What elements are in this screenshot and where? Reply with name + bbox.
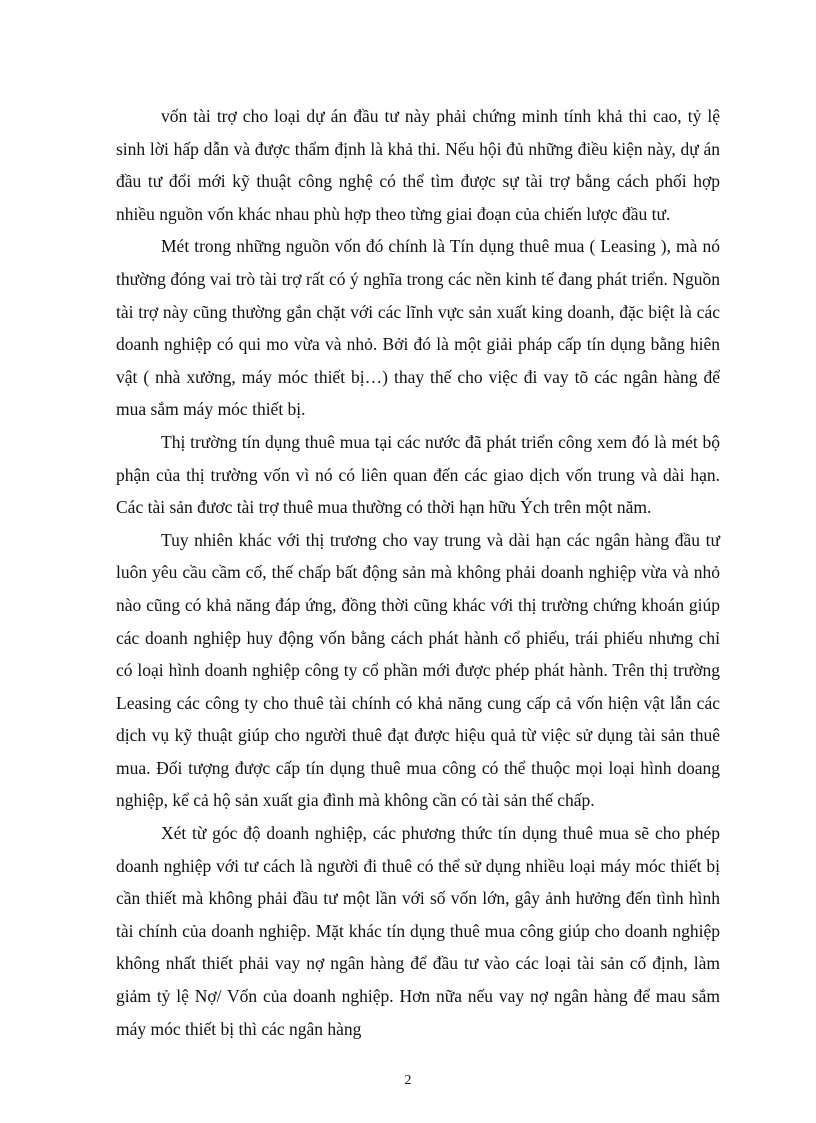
paragraph-3: Thị trường tín dụng thuê mua tại các nước đã phát triển công xem đó là mét bộ phận của thị trường vốn vì nó có liên quan đến các giao dịch vốn trung và dài hạn. Các tài sản đươc tài trợ thuê mua thường có thời hạn hữu Ých trên một năm. [116, 431, 720, 518]
body-text [116, 100, 720, 1045]
paragraph-5: Xét từ góc độ doanh nghiệp, các phương thức tín dụng thuê mua sẽ cho phép doanh nghiệp với tư cách là người đi thuê có thể sử dụng nhiều loại máy móc thiết bị cần thiết mà không phải đầu tư một lần với số vốn lớn, gây ảnh hưởng đến tình hình tài chính của doanh nghiệp. Mặt khác tín dụng thuê mua công giúp cho doanh nghiệp không nhất thiết phải vay nợ ngân hàng để đầu tư vào các loại tài sản cố định, làm giảm tỷ lệ Nợ/ Vốn của doanh nghiệp. Hơn nữa nếu vay nợ ngân hàng để mau sắm máy móc thiết bị thì các ngân hàng [116, 823, 720, 1039]
paragraph-2: Mét trong những nguồn vốn đó chính là Tín dụng thuê mua ( Leasing ), mà nó thường đóng vai trò tài trợ rất có ý nghĩa trong các nền kinh tế đang phát triển. Nguồn tài trợ này cũng thường gắn chặt với các lĩnh vực sản xuất king doanh, đặc biệt là các doanh nghiệp có qui mo vừa và nhỏ. Bởi đó là một giải pháp cấp tín dụng bằng hiên vật ( nhà xưởng, máy móc thiết bị…) thay thế cho việc đi vay tõ các ngân hàng để mua sắm máy móc thiết bị. [116, 236, 720, 420]
paragraph-4: Tuy nhiên khác với thị trương cho vay trung và dài hạn các ngân hàng đầu tư luôn yêu cầu cầm cố, thế chấp bất động sản mà không phải doanh nghiệp vừa và nhỏ nào cũng có khả năng đáp ứng, đồng thời cũng khác với thị trường chứng khoán giúp các doanh nghiệp huy động vốn bằng cách phát hành cổ phiếu, trái phiếu nhưng chỉ có loại hình doanh nghiệp công ty cổ phần mới được phép phát hành. Trên thị trường Leasing các công ty cho thuê tài chính có khả năng cung cấp cả vốn hiện vật lẫn các dịch vụ kỹ thuật giúp cho người thuê đạt được hiệu quả từ việc sử dụng tài sản thuê mua. Đối tượng được cấp tín dụng thuê mua công có thể thuộc mọi loại hình doang nghiệp, kể cả hộ sản xuất gia đình mà không cần có tài sản thế chấp. [116, 529, 720, 811]
paragraph-1: vốn tài trợ cho loại dự án đầu tư này phải chứng minh tính khả thi cao, tỷ lệ sinh lời hấp dẫn và được thẩm định là khả thi. Nếu hội đủ những điều kiện này, dự án đầu tư đổi mới kỹ thuật công nghệ có thể tìm được sự tài trợ bằng cách phối hợp nhiều nguồn vốn khác nhau phù hợp theo từng giai đoạn của chiến lược đầu tư. [116, 106, 720, 224]
page-number: 2 [404, 1073, 412, 1088]
